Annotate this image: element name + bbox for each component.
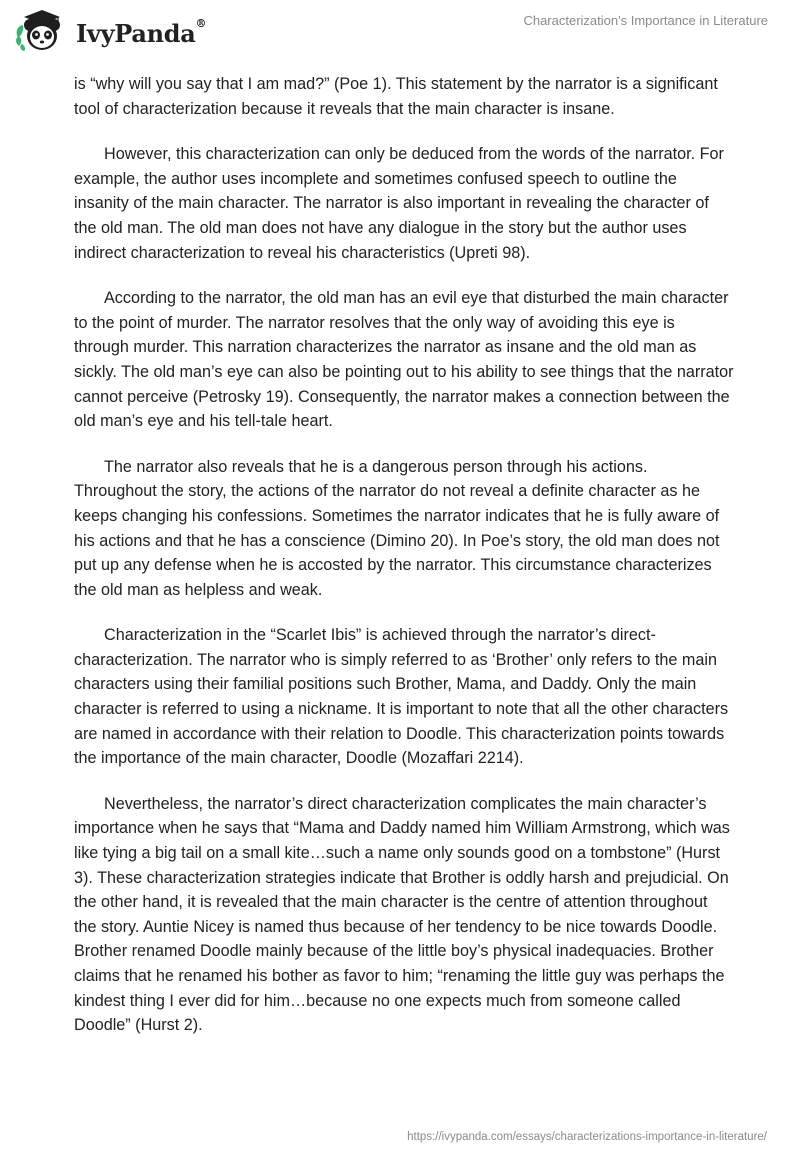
paragraph: However, this characterization can only be deduced from the words of the narrator. For example, the author uses incomplete and sometimes confused speech to outline the insanity of the main character. The narrator is also important in revealing the character of the old man. The old man does not have any dialogue in the story but the author uses indirect characterization to reveal his characteristics (Upreti 98). <box>74 145 724 262</box>
registered-mark: ® <box>195 16 207 30</box>
paragraph: According to the narrator, the old man has an evil eye that disturbed the main character to the point of murder. The narrator resolves that the only way of avoiding this eye is through murder. This narration characterizes the narrator as insane and the old man as sickly. The old man’s eye can also be pointing out to his ability to see things that the narrator cannot perceive (Petrosky 19). Consequently, the narrator makes a connection between the old man’s eye and his tell-tale heart. <box>74 289 734 431</box>
paragraph: Characterization in the “Scarlet Ibis” is achieved through the narrator’s direct-characterization. The narrator who is simply referred to as ‘Brother’ only refers to the main characters using their familial positions such Brother, Mama, and Daddy. Only the main character is referred to using a nickname. It is important to note that all the other characters are named in accordance with their relation to Doodle. This characterization points towards the importance of the main character, Doodle (Mozaffari 2214). <box>74 626 729 768</box>
page-header <box>0 0 800 60</box>
logo-wordmark: IvyPanda® <box>76 16 207 48</box>
paragraph: is “why will you say that I am mad?” (Poe 1). This statement by the narrator is a significant tool of characterization because it reveals that the main character is insane. <box>74 75 718 118</box>
essay-body <box>74 72 734 1059</box>
paragraph: The narrator also reveals that he is a dangerous person through his actions. Throughout the story, the actions of the narrator do not reveal a definite character as he keeps changing his confessions. Sometimes the narrator indicates that he is fully aware of his actions and that he has a conscience (Dimino 20). In Poe’s story, the old man does not put up any defense when he is accosted by the narrator. This circumstance characterizes the old man as helpless and weak. <box>74 457 720 599</box>
source-url-link[interactable]: https://ivypanda.com/essays/characterizations-importance-in-literature/ <box>407 1131 767 1143</box>
paragraph: Nevertheless, the narrator’s direct characterization complicates the main character’s importance when he says that “Mama and Daddy named him William Armstrong, which was like tying a big tail on a small kite…such a name only sounds good on a tombstone” (Hurst 3). These characterization strategies indicate that Brother is oddly harsh and prejudicial. On the other hand, it is revealed that the main character is the centre of attention throughout the story. Auntie Nicey is named thus because of her tendency to be nice towards Doodle. Brother renamed Doodle mainly because of the little boy’s physical inadequacies. Brother claims that he renamed his bother as favor to him; “renaming the little guy was perhaps the kindest thing I ever did for him…because no one expects much from someone called Doodle” (Hurst 2). <box>74 794 730 1035</box>
ivypanda-logo[interactable] <box>14 8 206 54</box>
document-title: Characterization's Importance in Literature <box>523 13 768 28</box>
panda-graduate-icon <box>14 8 70 54</box>
